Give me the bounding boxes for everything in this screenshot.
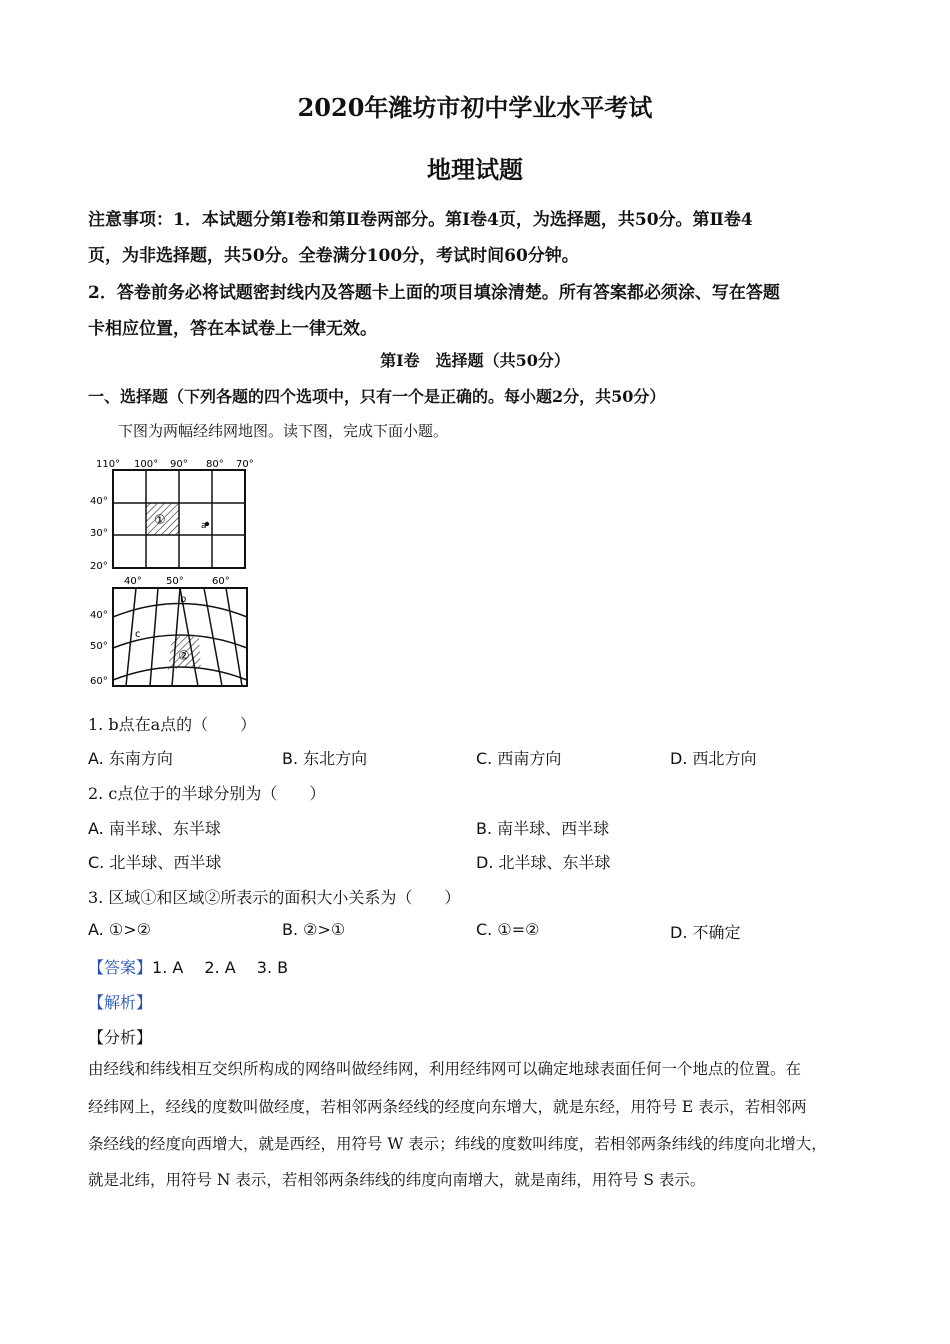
section-heading: 第Ⅰ卷 选择题（共50分） [380, 351, 570, 370]
point-c-label: c [135, 629, 141, 640]
top-lon-label: 70° [236, 459, 254, 470]
question-2-stem: 2. c点位于的半球分别为（ ） [88, 784, 326, 803]
graticule-map-figure [88, 452, 268, 692]
question-3-stem: 3. 区域①和区域②所表示的面积大小关系为（ ） [88, 888, 461, 907]
bottom-graticule-map [90, 576, 247, 687]
question-1-option-b[interactable]: B. 东北方向 [282, 749, 368, 768]
page-subtitle: 地理试题 [427, 155, 523, 184]
question-intro: 下图为两幅经纬网地图。读下图，完成下面小题。 [118, 422, 449, 440]
answer-tag: 【答案】 [88, 958, 153, 977]
notice-line-4: 卡相应位置，答在本试卷上一律无效。 [88, 319, 377, 339]
point-a-label: a [201, 521, 207, 531]
top-lat-label: 20° [90, 561, 108, 572]
top-lat-label: 30° [90, 528, 108, 539]
question-1-option-d[interactable]: D. 西北方向 [670, 749, 757, 768]
question-1-option-c[interactable]: C. 西南方向 [476, 749, 562, 768]
notice-line-1: 注意事项：1．本试题分第Ⅰ卷和第Ⅱ卷两部分。第Ⅰ卷4页，为选择题，共50分。第Ⅱ卷4 [88, 210, 753, 230]
bottom-lon-label: 50° [166, 576, 184, 587]
question-3-option-b[interactable]: B. ②>① [282, 920, 346, 939]
notice-line-3: 2．答卷前务必将试题密封线内及答题卡上面的项目填涂清楚。所有答案都必须涂、写在答题 [88, 283, 780, 303]
top-lon-label: 110° [96, 459, 121, 470]
question-2-option-b[interactable]: B. 南半球、西半球 [476, 819, 610, 838]
analysis-line-2: 经纬网上，经线的度数叫做经度，若相邻两条经线的经度向东增大，就是东经，用符号 E 表示，若相邻两 [88, 1098, 807, 1116]
analysis-line-4: 就是北纬，用符号 N 表示，若相邻两条纬线的纬度向南增大，就是南纬，用符号 S 表示。 [88, 1171, 706, 1189]
bottom-lon-label: 60° [212, 576, 230, 587]
question-3-option-d[interactable]: D. 不确定 [670, 923, 741, 942]
analysis-tag: 【解析】 [88, 993, 153, 1012]
question-2-option-c[interactable]: C. 北半球、西半球 [88, 853, 222, 872]
analysis-line-3: 条经线的经度向西增大，就是西经，用符号 W 表示；纬线的度数叫纬度，若相邻两条纬线的纬度向北增大， [88, 1135, 827, 1153]
question-2-option-a[interactable]: A. 南半球、东半球 [88, 819, 221, 838]
analysis-line-1: 由经线和纬线相互交织所构成的网络叫做经纬网，利用经纬网可以确定地球表面任何一个地点的位置。在 [88, 1060, 802, 1078]
top-lon-label: 100° [134, 459, 159, 470]
answer-text: 1. A 2. A 3. B [152, 958, 289, 977]
bottom-lat-label: 50° [90, 641, 108, 652]
top-lon-label: 80° [206, 459, 224, 470]
question-3-option-c[interactable]: C. ①=② [476, 920, 540, 939]
bottom-lat-label: 60° [90, 676, 108, 687]
fenxi-tag: 【分析】 [88, 1028, 153, 1047]
top-lon-label: 90° [170, 459, 188, 470]
question-2-option-d[interactable]: D. 北半球、东半球 [476, 853, 611, 872]
bottom-lon-label: 40° [124, 576, 142, 587]
part-heading: 一、选择题（下列各题的四个选项中，只有一个是正确的。每小题2分，共50分） [88, 387, 666, 406]
bottom-lat-label: 40° [90, 610, 108, 621]
region-1-label: ① [154, 513, 166, 528]
notice-line-2: 页，为非选择题，共50分。全卷满分100分，考试时间60分钟。 [88, 246, 579, 266]
answer-line [88, 955, 288, 978]
question-1-option-a[interactable]: A. 东南方向 [88, 749, 173, 768]
region-2-label: ② [178, 649, 190, 664]
top-graticule-map [90, 459, 254, 572]
question-3-option-a[interactable]: A. ①>② [88, 920, 151, 939]
point-b-label: b [180, 594, 187, 605]
top-lat-label: 40° [90, 496, 108, 507]
page-title: 2020年潍坊市初中学业水平考试 [297, 93, 653, 122]
question-1-stem: 1. b点在a点的（ ） [88, 715, 257, 734]
